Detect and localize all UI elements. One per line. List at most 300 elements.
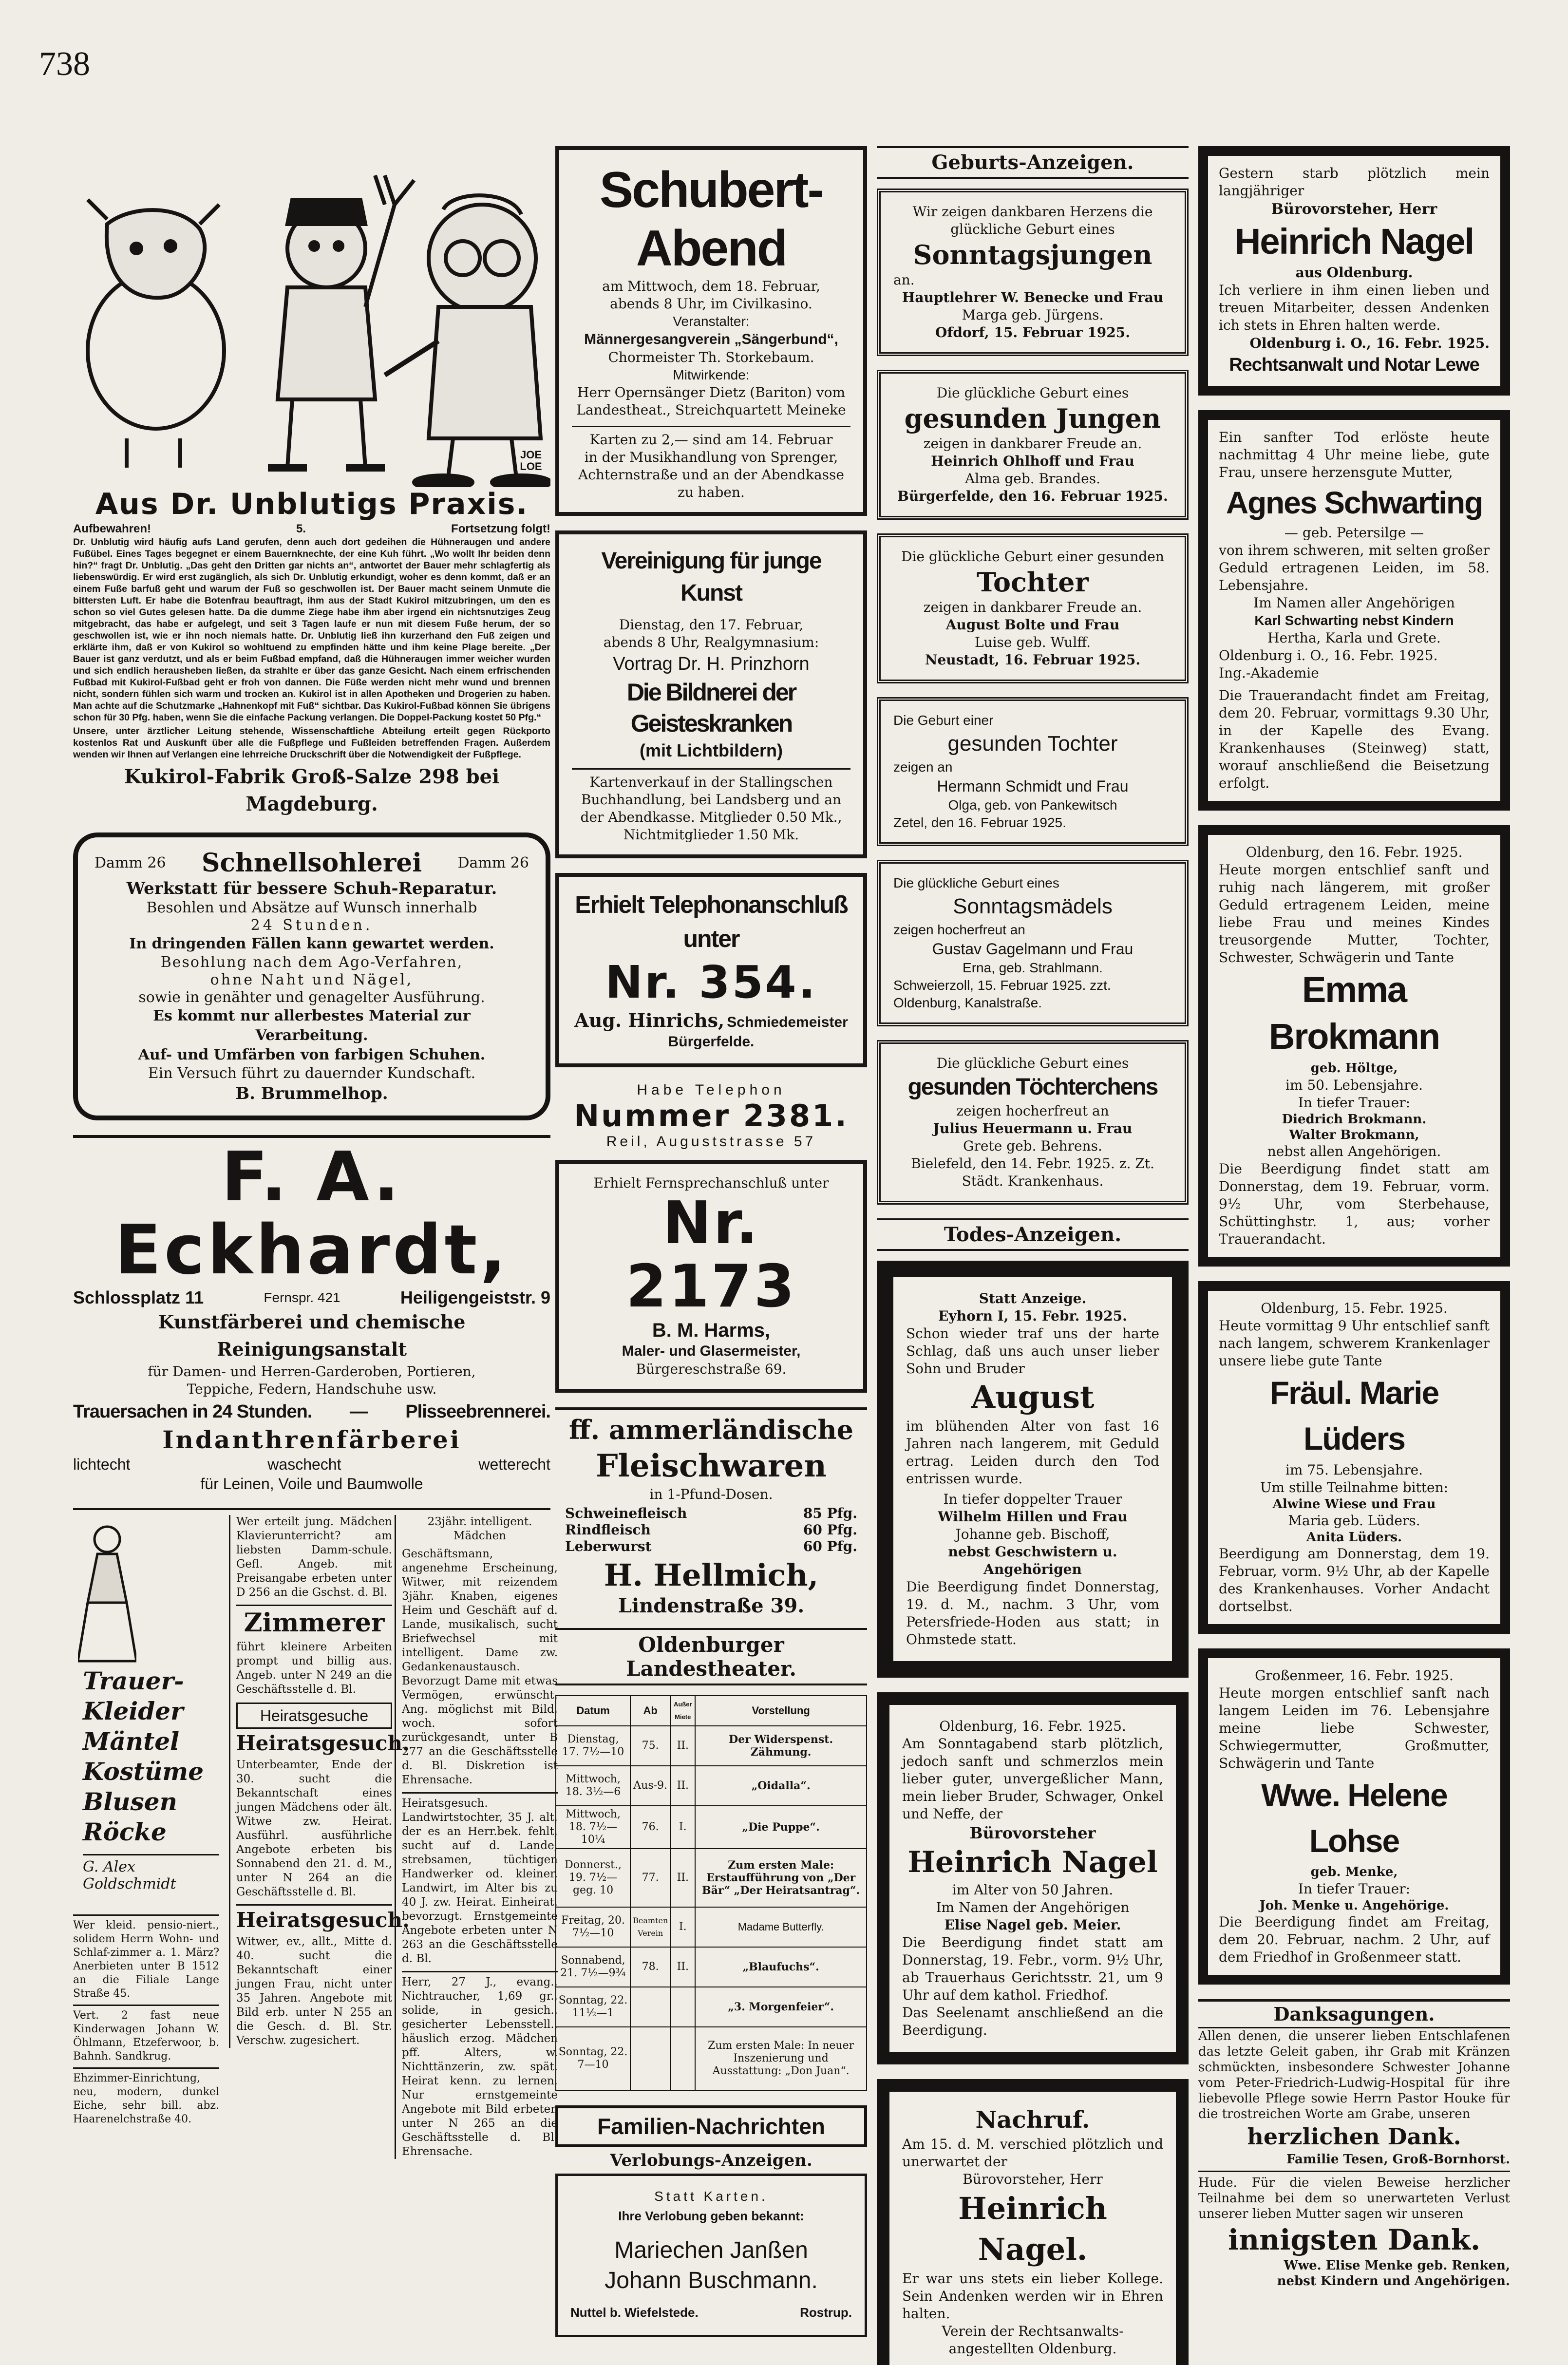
dank-signature-3: nebst Kindern und Angehörigen. bbox=[1277, 2274, 1510, 2289]
hellmich-subtitle: in 1-Pfund-Dosen. bbox=[649, 1486, 773, 1502]
eckhardt-phone: Fernspr. 421 bbox=[264, 1290, 340, 1305]
hinrichs-name: Aug. Hinrichs, bbox=[574, 1009, 725, 1031]
dank-signature-1: Familie Tesen, Groß-Bornhorst. bbox=[1286, 2152, 1510, 2167]
schnell-header bbox=[94, 848, 529, 878]
verein-ad bbox=[555, 530, 867, 858]
theater-show: Der Widerspenst. Zähmung. bbox=[695, 1726, 867, 1766]
familien-section bbox=[555, 2105, 867, 2337]
death-relative-1: Wilhelm Hillen und Frau bbox=[938, 1509, 1128, 1525]
schnell-address-left: Damm 26 bbox=[94, 854, 166, 871]
harms-name: B. M. Harms, bbox=[652, 1320, 771, 1341]
schnell-line-2: Besohlen und Absätze auf Wunsch innerhalb bbox=[146, 899, 477, 916]
death-relative-1: Karl Schwarting nebst Kindern bbox=[1254, 613, 1454, 628]
eckhardt-address-1: Schlossplatz 11 bbox=[73, 1287, 204, 1307]
eckhardt-lightfast: lichtecht bbox=[73, 1456, 131, 1473]
theater-outside: II. bbox=[670, 1726, 695, 1766]
death-funeral: Beerdigung am Donnerstag, dem 19. Februar, vorm. 9½ Uhr, ab der Kapelle des Krankenhauses. Vorher Andacht dortselbst. bbox=[1219, 1546, 1490, 1614]
theater-title: Oldenburger Landestheater. bbox=[555, 1628, 867, 1685]
theater-show: Madame Butterfly. bbox=[695, 1907, 867, 1947]
schubert-line-12: zu haben. bbox=[678, 484, 745, 500]
nachruf-ad bbox=[877, 2079, 1189, 2365]
kukirol-story-text: Dr. Unblutig wird häufig aufs Land gerufen, denn auch dort gedeihen die Hühneraugen und andere Fußübel. Eines Tages begegnet er einem Bauernknechte, der eine Kuh führt. „Wo wollt Ihr beiden denn hin?“ fragt Dr. Unblutig. „Das geht den Dritten gar nichts an“, antwortet der Bauer mehr schlagfertig als liebenswürdig. Er wird erst zugänglich, als sich Dr. Unblutig erkundigt, woher es denn kommt, daß er an einem Fuße barfuß geht und warum der Fuß so geschwollen ist. Der Bauer macht seinem Unmute die bittersten Luft. Er habe die Botenfrau beauftragt, ihm aus der Stadt Kukirol mitzubringen, um den es schon so viel Gutes gelesen hatte. Da die dumme Ziege habe ihm aber irgend ein nichtsnutziges Zeug mitgebracht, das habe er aufgelegt, und seit 3 Tagen laufe er nun mit diesem Fuße herum, der so geschwollen ist, wie er ihn noch niemals hatte. Dr. Unblutig ließ ihn kurzerhand den Fuß zeigen und erklärte ihm, daß er von Kukirol so wohltuend zu empfinden hätte und ihm keine Plage bereite. „Der Bauer ist ganz verdutzt, und als er beim Fußbad empfand, daß die Hühneraugen immer weicher wurden und sich endlich herausheben ließen, da strahlte er über das ganze Gesicht. Nach einem erfrischenden Fußbad mit Kukirol-Fußbad geht er froh von dannen. Die Füße werden nicht mehr wund und brennen nicht, sondern fühlen sich warm und trocken an. Kukirol ist in allen Apotheken und Drogerien zu haben. Man achte auf die Schutzmarke „Hahnenkopf mit Fuß“ sichtbar. Das Kukirol-Fußbad können Sie übrigens schon für 30 Pfg. haben, wenn Sie die einfache Packung verlangen. Die Doppel-Packung kostet 50 Pfg.“ bbox=[73, 537, 550, 723]
heirat-heading: Heiratsgesuche bbox=[236, 1703, 392, 1729]
eckhardt-line-3: Teppiche, Federn, Handschuhe usw. bbox=[187, 1381, 437, 1397]
schubert-line-1: am Mittwoch, dem 18. Februar, bbox=[602, 278, 820, 294]
cartoon-signature: JOE LOE bbox=[520, 449, 542, 473]
table-row bbox=[556, 1726, 867, 1766]
schnell-line-8: Es kommt nur allerbestes Material zur Verarbeitung. bbox=[153, 1007, 471, 1044]
verlobung-line-1: Statt Karten. bbox=[654, 2189, 768, 2204]
death-name: Wwe. Helene Lohse bbox=[1261, 1777, 1447, 1859]
trauer-signature: G. Alex Goldschmidt bbox=[83, 1854, 219, 1892]
schubert-line-6: Mitwirkende: bbox=[673, 367, 750, 382]
birth-place: Neustadt, 16. Februar 1925. bbox=[925, 652, 1141, 668]
birth-intro: Die Geburt einer bbox=[893, 713, 994, 728]
schubert-line-5: Chormeister Th. Storkebaum. bbox=[608, 349, 814, 365]
schnellsohlerei-ad bbox=[73, 832, 550, 1120]
table-row bbox=[556, 1849, 867, 1907]
verlobung-ad bbox=[555, 2174, 867, 2337]
kukirol-ad bbox=[73, 146, 550, 818]
small-ad-girl: 23jähr. intelligent. Mädchen bbox=[427, 1515, 532, 1542]
death-ad-lueders bbox=[1198, 1281, 1510, 1634]
death-title: Bürovorsteher, Herr bbox=[1271, 201, 1437, 218]
death-relative-1: Diedrich Brokmann. bbox=[1282, 1112, 1427, 1127]
birth-mother: Grete geb. Behrens. bbox=[963, 1138, 1102, 1154]
hellmich-name: H. Hellmich, bbox=[604, 1557, 819, 1593]
price-item-value: 60 Pfg. bbox=[803, 1522, 857, 1538]
verlobung-places bbox=[570, 2301, 852, 2324]
harms-line-1: Erhielt Fernsprechanschluß unter bbox=[593, 1175, 829, 1191]
birth-line: zeigen an bbox=[893, 759, 953, 775]
small-ads-left bbox=[73, 1515, 219, 2126]
schubert-divider bbox=[572, 426, 850, 427]
birth-big: gesunden Jungen bbox=[904, 403, 1161, 434]
zimmerer-title: Zimmerer bbox=[236, 1605, 392, 1640]
theater-outside: II. bbox=[670, 1849, 695, 1907]
theater-schedule bbox=[555, 1628, 867, 2091]
theater-date: Sonnabend, 21. 7½—9¾ bbox=[556, 1947, 630, 1987]
trauer-word-5: Blusen bbox=[83, 1787, 177, 1816]
small-ad-gentleman: Herr, 27 J., evang., Nichtraucher, 1,69 gr., solide, in gesich., gesicherter Lebensstell., häuslich erzog. Mädchen pff. Alters, w. Nichttänzerin, zw. spät. Heirat kenn. zu lernen. Nur ernstgemeinte Angebote mit Bild erbeten unter N 265 an die Geschäftsstelle d. Bl. Ehrensache. bbox=[402, 1971, 558, 2159]
birth-ad-6 bbox=[877, 1040, 1189, 1205]
schubert-line-2: abends 8 Uhr, im Civilkasino. bbox=[610, 296, 812, 312]
price-row bbox=[565, 1505, 857, 1522]
eckhardt-address-2: Heiligengeiststr. 9 bbox=[400, 1287, 550, 1307]
death-relative-2: Hertha, Karla und Grete. bbox=[1267, 630, 1441, 646]
verein-line-8: der Abendkasse. Mitglieder 0.50 Mk., bbox=[580, 809, 842, 825]
death-intro: Heute morgen entschlief sanft und ruhig nach längerem, mit großer Geduld ertragenem Leiden, meine liebe Frau und meines Kindes treusorgende Mutter, Tochter, Schwester, Schwägerin und Tante bbox=[1219, 862, 1490, 965]
heirat2-text: Witwer, ev., allt., Mitte d. 40. sucht die Bekanntschaft einer jungen Frau, nicht unter 35 Jahren. Angebote mit Bild erb. unter N 255 an die Gesch. d. Bl. Str. Verschw. zugesichert. bbox=[236, 1935, 392, 2047]
small-ad-farmer-daughter: Heiratsgesuch. Landwirtstochter, 35 J. alt, der es an Herr.bek. fehlt, sucht auf d. Lande, strebsamen, tüchtigen Handwerker od. kleiner. Landwirt, im Alter bis zu 40 J. zw. Heirat. Einheirat. bevorzugt. Ernstgemeinte Angebote erbeten unter N 263 an die Geschäftsstelle d. Bl. bbox=[402, 1792, 558, 1966]
birth-line: zeigen hocherfreut an bbox=[893, 922, 1025, 937]
death-date: Oldenburg, 15. Febr. 1925. bbox=[1261, 1300, 1448, 1316]
death-mourn-label: In tiefer Trauer: bbox=[1298, 1881, 1411, 1897]
verein-line-3: Vortrag Dr. H. Prinzhorn bbox=[613, 654, 810, 674]
eckhardt-line-2: für Damen- und Herren-Garderoben, Portieren, bbox=[148, 1363, 476, 1380]
death-funeral: Die Beerdigung findet statt am Donnerstag, dem 19. Februar, vorm. 9½ Uhr, vom Sterbehause, Schüttinghstr. 1, aus; vorher Trauerandacht. bbox=[1219, 1161, 1490, 1247]
dank-thanks-2: innigsten Dank. bbox=[1228, 2223, 1481, 2256]
theater-ab: Aus-9. bbox=[630, 1766, 670, 1806]
small-ad-piano: Wer erteilt jung. Mädchen Klavierunterricht? am liebsten Damm-schule. Gefl. Angeb. mit Preisangabe erbeten unter D 256 an die Gschst. d. Bl. bbox=[236, 1515, 392, 1599]
death-mourn-label: Im Namen der Angehörigen bbox=[936, 1899, 1130, 1915]
dank-title: Danksagungen. bbox=[1198, 2002, 1510, 2028]
schnell-line-10: Ein Versuch führt zu dauernder Kundschaft. bbox=[148, 1065, 476, 1082]
eckhardt-line-6 bbox=[73, 1455, 550, 1474]
verlobung-line-2: Ihre Verlobung geben bekannt: bbox=[618, 2209, 804, 2223]
death-funeral: Die Beerdigung findet statt am Donnerstag, 19. Febr., vorm. 9½ Uhr, ab Trauerhaus Gerichtsstr. 21, um 9 Uhr auf dem kathol. Friedhof. bbox=[902, 1934, 1163, 2003]
birth-heading: Geburts-Anzeigen. bbox=[877, 146, 1189, 179]
death-signature: Rechtsanwalt und Notar Lewe bbox=[1229, 355, 1479, 375]
familien-title: Familien-Nachrichten bbox=[555, 2105, 867, 2147]
kukirol-episode-number: 5. bbox=[296, 522, 306, 535]
schubert-line-8: Landestheat., Streichquartett Meineke bbox=[576, 402, 846, 418]
birth-place: Ofdorf, 15. Februar 1925. bbox=[935, 324, 1130, 341]
price-item-value: 60 Pfg. bbox=[803, 1538, 857, 1554]
kukirol-advice-text: Unsere, unter ärztlicher Leitung stehende, Wissenschaftliche Abteilung erteilt gegen Rückporto kostenlos Rat und Auskunft über alle die Fußpflege und Fußleiden betreffenden Fragen. Außerdem wenden wir Ihnen auf Verlangen eine lehrreiche Druckschrift über die Notwendigkeit der Fußpflege. bbox=[73, 726, 550, 760]
death-mourn-label: In tiefer doppelter Trauer bbox=[943, 1491, 1122, 1507]
theater-outside: I. bbox=[670, 1907, 695, 1947]
birth-parents: Gustav Gagelmann und Frau bbox=[932, 940, 1133, 958]
theater-col-ab: Ab bbox=[630, 1696, 670, 1726]
eckhardt-dash: — bbox=[349, 1401, 368, 1422]
theater-show: „3. Morgenfeier“. bbox=[695, 1987, 867, 2027]
death-age: im 50. Lebensjahre. bbox=[1285, 1077, 1423, 1093]
verein-divider bbox=[572, 768, 850, 770]
dank-signature-2: Wwe. Elise Menke geb. Renken, bbox=[1284, 2258, 1510, 2273]
schnell-line-6: ohne Naht und Nägel, bbox=[210, 971, 414, 988]
hellmich-title-1: ff. ammerländische bbox=[569, 1414, 853, 1445]
birth-mother: Marga geb. Jürgens. bbox=[962, 307, 1104, 323]
schubert-line-9: Karten zu 2,— sind am 14. Februar bbox=[589, 432, 833, 448]
birth-ad-5 bbox=[877, 860, 1189, 1026]
nachruf-text: Er war uns stets ein lieber Kollege. Sein Andenken werden wir in Ehren halten. bbox=[902, 2270, 1163, 2322]
table-row bbox=[556, 1907, 867, 1947]
column-1 bbox=[73, 146, 558, 2192]
schnell-title: Schnellsohlerei bbox=[201, 848, 422, 878]
birth-mother: Erna, geb. Strahlmann. bbox=[963, 960, 1103, 975]
table-row bbox=[556, 1987, 867, 2027]
verein-line-7: Buchhandlung, bei Landsberg und an bbox=[581, 792, 842, 808]
death-relative-3: Anita Lüders. bbox=[1306, 1530, 1402, 1545]
birth-parents: Hermann Schmidt und Frau bbox=[937, 777, 1129, 795]
cartoon-illustration bbox=[73, 146, 550, 487]
trauer-word-3: Mäntel bbox=[83, 1727, 179, 1756]
birth-big: gesunden Tochter bbox=[947, 732, 1118, 756]
kukirol-company-footer: Kukirol-Fabrik Groß-Salze 298 bei Magdeburg. bbox=[124, 765, 500, 815]
eckhardt-pleating-service: Plisseebrennerei. bbox=[405, 1401, 550, 1422]
verlobung-place-2: Rostrup. bbox=[800, 2305, 852, 2320]
death-maiden-name: geb. Höltge, bbox=[1310, 1061, 1398, 1076]
birth-intro: Die glückliche Geburt eines bbox=[893, 875, 1059, 890]
theater-col-outside: Außer Miete bbox=[670, 1696, 695, 1726]
verein-title: Vereinigung für junge Kunst bbox=[601, 548, 821, 606]
page-number: 738 bbox=[39, 45, 90, 83]
birth-line: an. bbox=[893, 272, 915, 288]
schubert-title: Schubert-Abend bbox=[599, 162, 823, 277]
hinrichs-place: Bürgerfelde. bbox=[668, 1034, 755, 1050]
hinrichs-trade: Schmiedemeister bbox=[727, 1014, 848, 1030]
price-row bbox=[565, 1538, 857, 1555]
birth-ad-1 bbox=[877, 189, 1189, 356]
birth-place: Bürgerfelde, den 16. Februar 1925. bbox=[897, 488, 1168, 504]
death-date: Großenmeer, 16. Febr. 1925. bbox=[1255, 1667, 1454, 1684]
hellmich-address: Lindenstraße 39. bbox=[618, 1594, 805, 1617]
small-ad-2: Vert. 2 fast neue Kinderwagen Johann W. Öhlmann, Etzeferwoor, b. Bahnh. Sandkrug. bbox=[73, 2005, 219, 2063]
kukirol-subline bbox=[73, 521, 550, 536]
death-address: Ing.-Akademie bbox=[1219, 665, 1319, 681]
birth-parents: Julius Heuermann u. Frau bbox=[933, 1120, 1133, 1136]
theater-show: „Oidalla“. bbox=[695, 1766, 867, 1806]
danksagungen bbox=[1198, 1999, 1510, 2289]
trauer-word-1: Trauer- bbox=[83, 1666, 184, 1695]
table-row bbox=[556, 1947, 867, 1987]
verlobung-groom: Johann Buschmann. bbox=[605, 2268, 818, 2293]
death-name: Heinrich Nagel bbox=[1234, 221, 1474, 262]
death-ad-brokmann bbox=[1198, 825, 1510, 1267]
birth-parents: August Bolte und Frau bbox=[945, 617, 1120, 633]
trauer-words bbox=[83, 1666, 219, 1892]
death-mourn-label: Um stille Teilnahme bitten: bbox=[1260, 1479, 1449, 1495]
nachruf-intro: Am 15. d. M. verschied plötzlich und unerwartet der bbox=[902, 2136, 1163, 2170]
zimmerer-text: führt kleinere Arbeiten prompt und billig aus. Angeb. unter N 249 an die Geschäftsstelle d. Bl. bbox=[236, 1641, 392, 1696]
cartoon-drawing bbox=[73, 146, 550, 487]
column-3 bbox=[877, 146, 1189, 2365]
theater-show: Zum ersten Male: In neuer Inszenierung und Ausstattung: „Don Juan“. bbox=[695, 2027, 867, 2090]
death-mourn-label: Im Namen aller Angehörigen bbox=[1253, 595, 1455, 611]
table-row bbox=[556, 1806, 867, 1849]
schnell-line-7: sowie in genähter und genagelter Ausführung. bbox=[138, 989, 485, 1006]
schubert-line-7: Herr Opernsänger Dietz (Bariton) vom bbox=[577, 384, 845, 400]
verein-line-9: Nichtmitglieder 1.50 Mk. bbox=[623, 827, 799, 843]
schubert-ad bbox=[555, 146, 867, 516]
schnell-line-4: In dringenden Fällen kann gewartet werden. bbox=[129, 935, 494, 952]
death-text: von ihrem schweren, mit selten großer Geduld ertragenen Leiden, im 58. Lebensjahre. bbox=[1219, 542, 1490, 593]
death-relative-1: Joh. Menke u. Angehörige. bbox=[1259, 1898, 1449, 1913]
small-ads-right bbox=[395, 1515, 558, 2159]
harms-ad bbox=[555, 1160, 867, 1393]
column-4 bbox=[1198, 146, 1510, 2304]
verlobung-place-1: Nuttel b. Wiefelstede. bbox=[570, 2305, 699, 2320]
reil-number: Nummer 2381. bbox=[574, 1098, 849, 1134]
death-ad-nagel bbox=[877, 1692, 1189, 2064]
death-ad-nagel-lewe bbox=[1198, 146, 1510, 396]
harms-number: Nr. 2173 bbox=[626, 1190, 796, 1321]
theater-ab: 75. bbox=[630, 1726, 670, 1766]
dank-text-1: Allen denen, die unserer lieben Entschlafenen das letzte Geleit gaben, ihr Grab mit Kränzen schmückten, insbesondere Schwester Johanne vom Peter-Friedrich-Ludwig-Hospital für ihre liebevolle Pflege sowie Herrn Pastor Houke für die trostreichen Worte am Grabe, unseren bbox=[1198, 2029, 1510, 2121]
hellmich-price-list bbox=[555, 1503, 867, 1557]
eckhardt-washfast: waschecht bbox=[267, 1456, 341, 1473]
price-row bbox=[565, 1522, 857, 1538]
kukirol-title: Aus Dr. Unblutigs Praxis. bbox=[95, 487, 529, 521]
nachruf-name: Heinrich Nagel. bbox=[958, 2191, 1107, 2267]
kukirol-keep-label: Aufbewahren! bbox=[73, 522, 151, 535]
birth-place: Bielefeld, den 14. Febr. 1925. z. Zt. Städt. Krankenhaus. bbox=[911, 1155, 1154, 1189]
birth-mother: Olga, geb. von Pankewitsch bbox=[948, 797, 1117, 813]
death-intro: Gestern starb plötzlich mein langjähriger bbox=[1219, 165, 1490, 199]
woman-figure-icon bbox=[78, 1520, 136, 1666]
trauer-word-4: Kostüme bbox=[83, 1757, 204, 1786]
theater-show: Zum ersten Male: Erstaufführung von „Der Bär“ „Der Heiratsantrag“. bbox=[695, 1849, 867, 1907]
price-item-name: Schweinefleisch bbox=[565, 1505, 687, 1521]
hellmich-ad bbox=[555, 1407, 867, 1618]
verein-line-1: Dienstag, den 17. Februar, bbox=[619, 617, 804, 633]
verein-line-6: Kartenverkauf in der Stallingschen bbox=[589, 774, 833, 790]
theater-date: Dienstag, 17. 7½—10 bbox=[556, 1726, 630, 1766]
theater-date: Mittwoch, 18. 7½—10¼ bbox=[556, 1806, 630, 1849]
reil-line-1: Habe Telephon bbox=[637, 1082, 786, 1098]
death-name: Heinrich Nagel bbox=[907, 1845, 1158, 1879]
theater-col-show: Vorstellung bbox=[695, 1696, 867, 1726]
birth-mother: Luise geb. Wulff. bbox=[974, 634, 1091, 650]
schubert-line-11: Achternstraße und an der Abendkasse bbox=[578, 467, 844, 483]
death-heading: Todes-Anzeigen. bbox=[877, 1218, 1189, 1251]
birth-line: zeigen in dankbarer Freude an. bbox=[923, 435, 1142, 452]
nachruf-title-line: Bürovorsteher, Herr bbox=[963, 2171, 1103, 2187]
theater-ab: 78. bbox=[630, 1947, 670, 1987]
birth-parents: Hauptlehrer W. Benecke und Frau bbox=[902, 289, 1164, 305]
dank-thanks-1: herzlichen Dank. bbox=[1247, 2123, 1461, 2150]
heirat2-title: Heiratsgesuch. bbox=[236, 1904, 392, 1935]
price-item-name: Leberwurst bbox=[565, 1538, 652, 1554]
death-funeral: Die Beerdigung findet am Freitag, dem 20. Februar, nachm. 2 Uhr, auf dem Friedhof in Großenmeer statt. bbox=[1219, 1914, 1490, 1965]
death-age: im 75. Lebensjahre. bbox=[1285, 1462, 1423, 1478]
hinrichs-ad bbox=[555, 873, 867, 1067]
verlobung-heading: Verlobungs-Anzeigen. bbox=[610, 2151, 812, 2170]
birth-place: Zetel, den 16. Februar 1925. bbox=[893, 815, 1066, 830]
harms-trade: Maler- und Glasermeister, bbox=[622, 1343, 801, 1359]
schnell-line-5: Besohlung nach dem Ago-Verfahren, bbox=[160, 954, 463, 971]
verein-line-2: abends 8 Uhr, Realgymnasium: bbox=[603, 634, 819, 650]
theater-ab: Beamten Verein bbox=[630, 1907, 670, 1947]
column-2 bbox=[555, 146, 867, 2352]
verein-line-4: Die Bildnerei der Geisteskranken bbox=[626, 679, 796, 737]
death-funeral: Die Trauerandacht findet am Freitag, dem 20. Februar, vormittags 9.30 Uhr, in der Kapelle des Evang. Krankenhauses (Steinweg) statt, worauf anschließend die Beisetzung erfolgt. bbox=[1219, 687, 1490, 791]
price-item-name: Rindfleisch bbox=[565, 1522, 651, 1538]
death-relative-2: Walter Brokmann, bbox=[1289, 1128, 1419, 1142]
schnell-address-right: Damm 26 bbox=[457, 854, 529, 871]
small-ad-1: Wer kleid. pensio-niert., solidem Herrn Wohn- und Schlaf-zimmer a. 1. März? Anerbieten unter B 1512 an die Filiale Lange Straße 45. bbox=[73, 1914, 219, 2001]
death-intro: Schon wieder traf uns der harte Schlag, daß uns auch unser lieber Sohn und Bruder bbox=[906, 1325, 1159, 1377]
theater-outside: II. bbox=[670, 1766, 695, 1806]
theater-date: Sonntag, 22. 7—10 bbox=[556, 2027, 630, 2090]
trauer-word-6: Röcke bbox=[83, 1817, 167, 1846]
death-mourn-label: In tiefer Trauer: bbox=[1298, 1095, 1411, 1111]
birth-intro: Die glückliche Geburt eines bbox=[936, 1055, 1129, 1071]
birth-ad-2 bbox=[877, 370, 1189, 520]
death-intro: Ein sanfter Tod erlöste heute nachmittag 4 Uhr meine liebe, gute Frau, unsere herzensgute Mutter, bbox=[1219, 429, 1490, 480]
eckhardt-address-row bbox=[73, 1287, 550, 1308]
hinrichs-name-row bbox=[572, 1009, 850, 1031]
eckhardt-mourning-service: Trauersachen in 24 Stunden. bbox=[73, 1401, 312, 1422]
table-row bbox=[556, 2027, 867, 2090]
death-date: Oldenburg, 16. Febr. 1925. bbox=[939, 1718, 1126, 1734]
theater-date: Sonntag, 22. 11½—1 bbox=[556, 1987, 630, 2027]
theater-header-row bbox=[556, 1696, 867, 1726]
reil-line-2: Reil, Auguststrasse 57 bbox=[606, 1134, 816, 1150]
death-date: Eyhorn I, 15. Febr. 1925. bbox=[938, 1308, 1127, 1324]
theater-ab bbox=[630, 1987, 670, 2027]
death-title: Bürovorsteher bbox=[969, 1824, 1096, 1842]
theater-ab bbox=[630, 2027, 670, 2090]
death-relative-2: Maria geb. Lüders. bbox=[1288, 1513, 1420, 1529]
death-relative-2: Johanne geb. Bischoff, bbox=[955, 1526, 1110, 1542]
eckhardt-ad bbox=[73, 1135, 550, 1494]
kukirol-continued-label: Fortsetzung folgt! bbox=[451, 522, 550, 535]
theater-show: „Blaufuchs“. bbox=[695, 1947, 867, 1987]
birth-big: gesunden Töchterchens bbox=[907, 1074, 1158, 1100]
small-ads-middle bbox=[229, 1515, 410, 2048]
death-age: im Alter von 50 Jahren. bbox=[952, 1882, 1114, 1898]
trauer-ad bbox=[73, 1515, 219, 1914]
death-ad-lohse bbox=[1198, 1648, 1510, 1985]
death-ad-schwarting bbox=[1198, 410, 1510, 811]
eckhardt-line-7: für Leinen, Voile und Baumwolle bbox=[200, 1475, 423, 1493]
schnell-proprietor: B. Brummelhop. bbox=[235, 1084, 388, 1103]
death-date: Oldenburg i. O., 16. Febr. 1925. bbox=[1249, 335, 1490, 351]
death-ad-august bbox=[877, 1261, 1189, 1678]
dank-text-2: Hude. Für die vielen Beweise herzlicher Teilnahme bei dem so unerwarteten Verlust unserer lieben Mutter sagen wir unseren bbox=[1198, 2171, 1510, 2222]
hellmich-title-2: Fleischwaren bbox=[596, 1448, 827, 1484]
birth-big: Sonntagsmädels bbox=[953, 894, 1113, 918]
theater-date: Donnerst., 19. 7½—geg. 10 bbox=[556, 1849, 630, 1907]
birth-big: Sonntagsjungen bbox=[913, 239, 1152, 270]
death-requiem: Das Seelenamt anschließend an die Beerdigung. bbox=[902, 2005, 1163, 2038]
verlobung-bride: Mariechen Janßen bbox=[614, 2237, 808, 2263]
birth-ad-4 bbox=[877, 697, 1189, 846]
hinrichs-number: Nr. 354. bbox=[605, 956, 817, 1008]
death-name: Agnes Schwarting bbox=[1226, 485, 1483, 520]
theater-table bbox=[555, 1695, 867, 2091]
death-origin: aus Oldenburg. bbox=[1295, 265, 1413, 281]
death-name: August bbox=[971, 1379, 1095, 1416]
birth-place: Schweierzoll, 15. Februar 1925. zzt. Oldenburg, Kanalstraße. bbox=[893, 978, 1111, 1010]
theater-outside bbox=[670, 1987, 695, 2027]
eckhardt-line-5: Indanthrenfärberei bbox=[162, 1425, 461, 1454]
eckhardt-weatherfast: wetterecht bbox=[478, 1456, 550, 1473]
death-relative-3: nebst allen Angehörigen. bbox=[1267, 1143, 1441, 1159]
harms-address: Bürgereschstraße 69. bbox=[636, 1361, 787, 1377]
theater-outside bbox=[670, 2027, 695, 2090]
birth-line: zeigen hocherfreut an bbox=[956, 1103, 1109, 1119]
death-name: Fräul. Marie Lüders bbox=[1269, 1375, 1439, 1457]
theater-show: „Die Puppe“. bbox=[695, 1806, 867, 1849]
eckhardt-line-1: Kunstfärberei und chemische Reinigungsanstalt bbox=[158, 1311, 466, 1360]
schnell-line-9: Auf- und Umfärben von farbigen Schuhen. bbox=[138, 1046, 486, 1063]
death-name: Emma Brokmann bbox=[1269, 969, 1439, 1057]
heirat-text: Unterbeamter, Ende der 30. sucht die Bekanntschaft eines jungen Mädchens oder ält. Witwe zw. Heirat. Ausführl. ausführliche Angebote erbeten bis Sonnabend den 21. d. M., unter N 264 an die Geschäftsstelle d. Bl. bbox=[236, 1759, 392, 1898]
schubert-line-4: Männergesangverein „Sängerbund“, bbox=[584, 331, 838, 347]
birth-intro: Die glückliche Geburt einer gesunden bbox=[901, 549, 1164, 565]
death-relative-3: nebst Geschwistern u. Angehörigen bbox=[948, 1544, 1117, 1577]
death-maiden-name: geb. Menke, bbox=[1310, 1865, 1398, 1879]
death-relative-1: Elise Nagel geb. Meier. bbox=[944, 1917, 1121, 1933]
death-date: Oldenburg i. O., 16. Febr. 1925. bbox=[1219, 647, 1438, 663]
death-relative-1: Alwine Wiese und Frau bbox=[1272, 1497, 1436, 1512]
schnell-line-3: 24 Stunden. bbox=[250, 917, 373, 934]
death-intro: Heute morgen entschlief sanft nach langem Leiden im 76. Lebensjahre meine liebe Schwester, Schwiegermutter, Großmutter, Schwägerin und Tante bbox=[1219, 1685, 1490, 1771]
schubert-line-10: in der Musikhandlung von Sprenger, bbox=[584, 449, 838, 465]
nachruf-signature: Verein der Rechtsanwalts-angestellten Oldenburg. bbox=[942, 2323, 1124, 2357]
schnell-line-1: Werkstatt für bessere Schuh-Reparatur. bbox=[126, 879, 497, 898]
hinrichs-line-1: Erhielt Telephonanschluß unter bbox=[575, 891, 848, 952]
theater-col-date: Datum bbox=[556, 1696, 630, 1726]
table-row bbox=[556, 1766, 867, 1806]
birth-intro: Wir zeigen dankbaren Herzens die glückliche Geburt eines bbox=[912, 204, 1153, 237]
birth-line: zeigen in dankbarer Freude an. bbox=[923, 599, 1142, 615]
nachruf-title: Nachruf. bbox=[975, 2106, 1090, 2134]
death-funeral: Die Beerdigung findet Donnerstag, 19. d. M., nachm. 3 Uhr, vom Petersfriede-Hoden aus statt; in Ohmstede statt. bbox=[906, 1579, 1159, 1647]
